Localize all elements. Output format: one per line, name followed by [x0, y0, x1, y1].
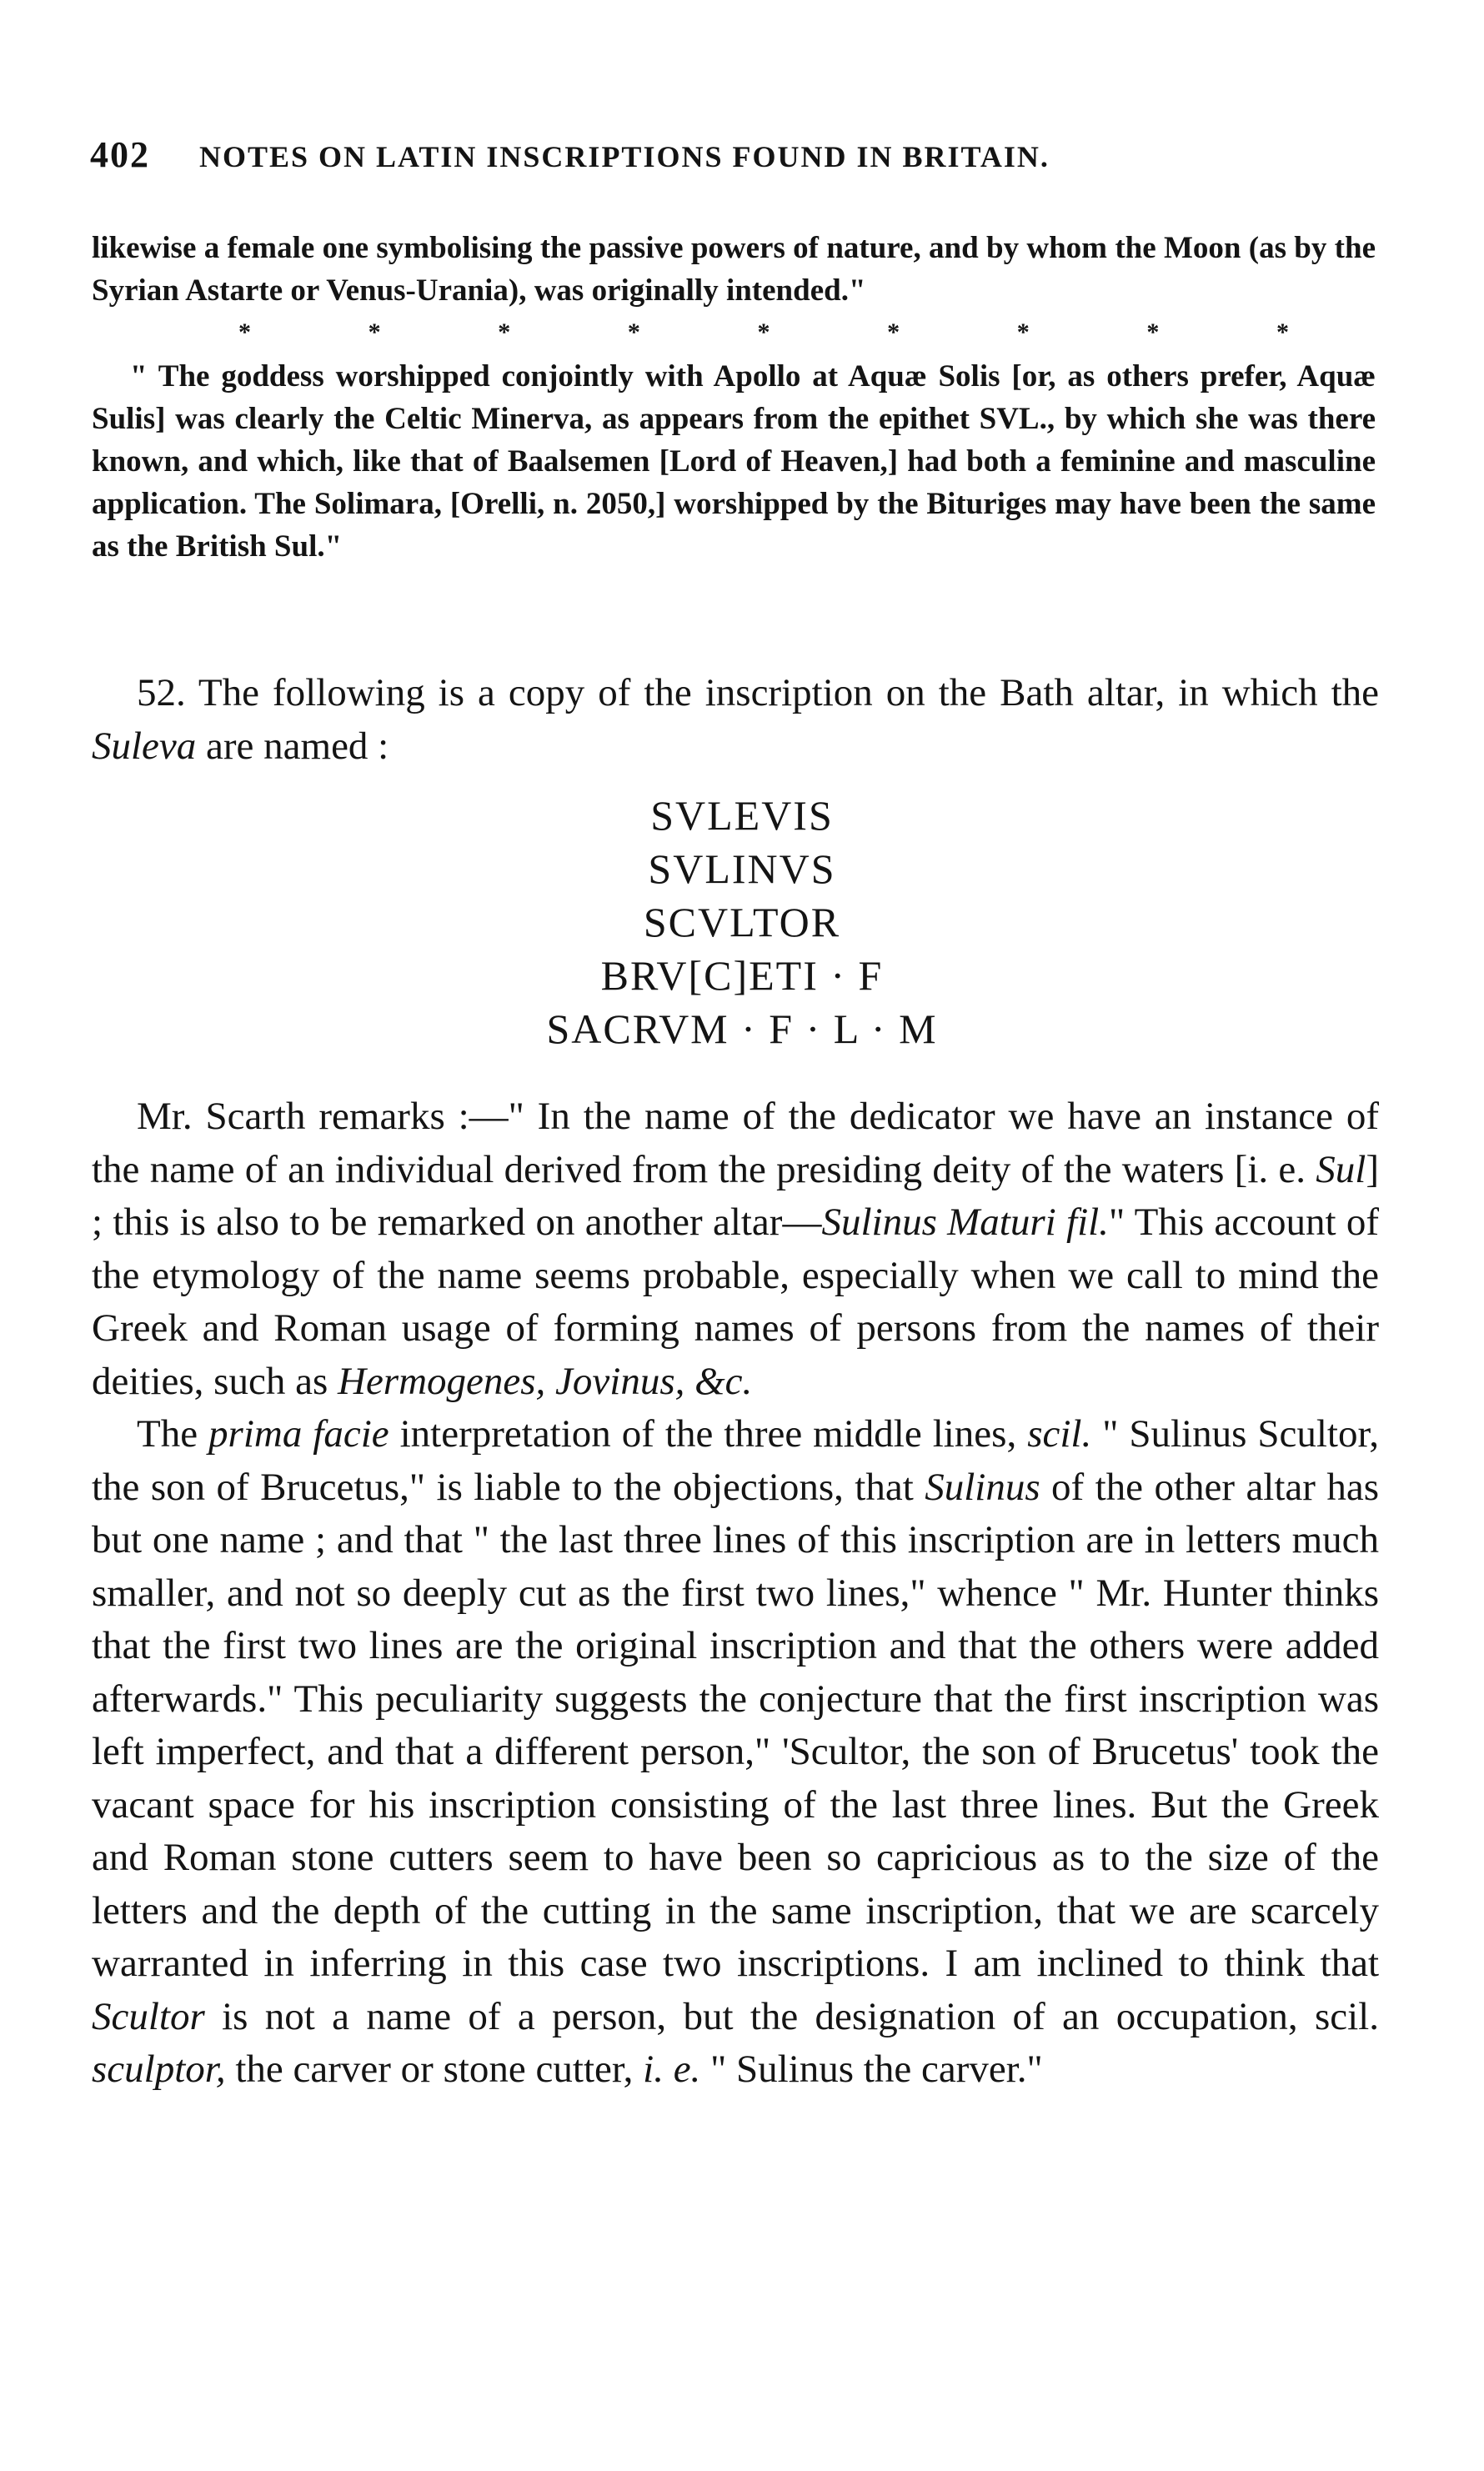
star-mark: * — [238, 318, 251, 346]
quote-continuation — [92, 227, 1376, 312]
quote-end-text: likewise a female one symbolising the passive powers of nature, and by whom the Moon (as by the Syrian Astarte or Venus-Urania), was originally intended." — [92, 231, 1376, 308]
star-mark: * — [1016, 318, 1030, 346]
running-header — [90, 133, 1391, 176]
ie-term: i. e. — [643, 2047, 701, 2091]
sulinus-maturi-term: Sulinus Maturi fil. — [821, 1200, 1109, 1244]
quote-goddess — [92, 355, 1376, 568]
scarth-paragraph — [92, 1090, 1379, 2097]
scil-term: scil. — [1027, 1412, 1092, 1456]
prima-part: " Sulinus the carver." — [700, 2047, 1043, 2091]
scarth-part: Mr. Scarth remarks :—" In the name of the dedicator we have an instance of the name of an individual derived from the presiding deity of the waters [i. e. — [92, 1095, 1379, 1191]
paragraph-52 — [92, 667, 1379, 773]
prima-facie-term: prima facie — [208, 1412, 389, 1456]
hermogenes-term: Hermogenes, Jovinus, &c. — [338, 1359, 753, 1403]
star-mark: * — [498, 318, 511, 346]
page-number: 402 — [90, 134, 150, 175]
star-mark: * — [757, 318, 770, 346]
prima-part: interpretation of the three middle lines, — [389, 1412, 1028, 1456]
paragraph-52-text — [92, 667, 1379, 773]
inscription-line: SVLEVIS — [650, 792, 834, 839]
prima-part: " Sulinus Scultor, the son of Brucetus," is liable to the objections, that — [92, 1412, 1379, 1509]
star-mark: * — [627, 318, 640, 346]
prima-facie-text — [92, 1408, 1379, 2097]
star-mark: * — [1276, 318, 1289, 346]
inscription-line: SVLINVS — [648, 845, 836, 892]
inscription-line: BRV[C]ETI · F — [600, 952, 884, 999]
prima-part: is not a name of a person, but the designation of an occupation, scil. — [204, 1994, 1379, 2038]
running-title: NOTES ON LATIN INSCRIPTIONS FOUND IN BRITAIN. — [199, 140, 1050, 173]
inscription-line: SACRVM · F · L · M — [546, 1005, 938, 1052]
sulevae-term: Suleva — [92, 724, 197, 768]
paragraph-52-end: are named : — [196, 724, 389, 768]
prima-part: the carver or stone cutter, — [225, 2047, 644, 2091]
scarth-text — [92, 1090, 1379, 1408]
prima-part: The — [137, 1412, 209, 1456]
paragraph-52-intro: 52. The following is a copy of the inscription on the Bath altar, in which the — [137, 671, 1379, 714]
altar-inscription — [0, 789, 1484, 1055]
star-mark: * — [368, 318, 381, 346]
scarth-part: " This account of the etymology of the name seems probable, especially when we call to mind the Greek and Roman usage of forming names of persons from the names of their deities, such as — [92, 1200, 1380, 1403]
ellipsis-stars — [238, 318, 1289, 347]
star-mark: * — [887, 318, 900, 346]
prima-part: of the other altar has but one name ; and that " the last three lines of this inscription are in letters much smaller, and not so deeply cut as the first two lines," whence " Mr. Hunter thinks that the first two lines are the original inscription and that the others were added afterwards." This peculiarity suggests the conjecture that the first inscription was left imperfect, and that a different person," 'Scultor, the son of Brucetus' took the vacant space for his inscription consisting of the last three lines. But the Greek and Roman stone cutters seem to have been so capricious as to the size of the letters and the depth of the cutting in the same inscription, that we are scarcely warranted in inferring in this case two inscriptions. I am inclined to think that — [92, 1465, 1380, 1985]
quote-goddess-text: " The goddess worshipped conjointly with Apollo at Aquæ Solis [or, as others prefer, Aquæ Sulis] was clearly the Celtic Minerva, as appears from the epithet SVL., by which she was there known, and which, like that of Baalsemen [Lord of Heaven,] had both a feminine and masculine application. The Solimara, [Orelli, n. 2050,] worshipped by the Bituriges may have been the same as the British Sul." — [92, 359, 1376, 564]
sul-term: Sul — [1316, 1147, 1366, 1191]
inscription-line: SCVLTOR — [643, 899, 841, 945]
scarth-part: ] ; this is also to be remarked on another altar— — [92, 1147, 1379, 1244]
sulinus-term: Sulinus — [925, 1465, 1040, 1509]
star-mark: * — [1146, 318, 1160, 346]
scultor-term: Scultor — [92, 1994, 205, 2038]
sculptor-term: sculptor, — [92, 2047, 226, 2091]
